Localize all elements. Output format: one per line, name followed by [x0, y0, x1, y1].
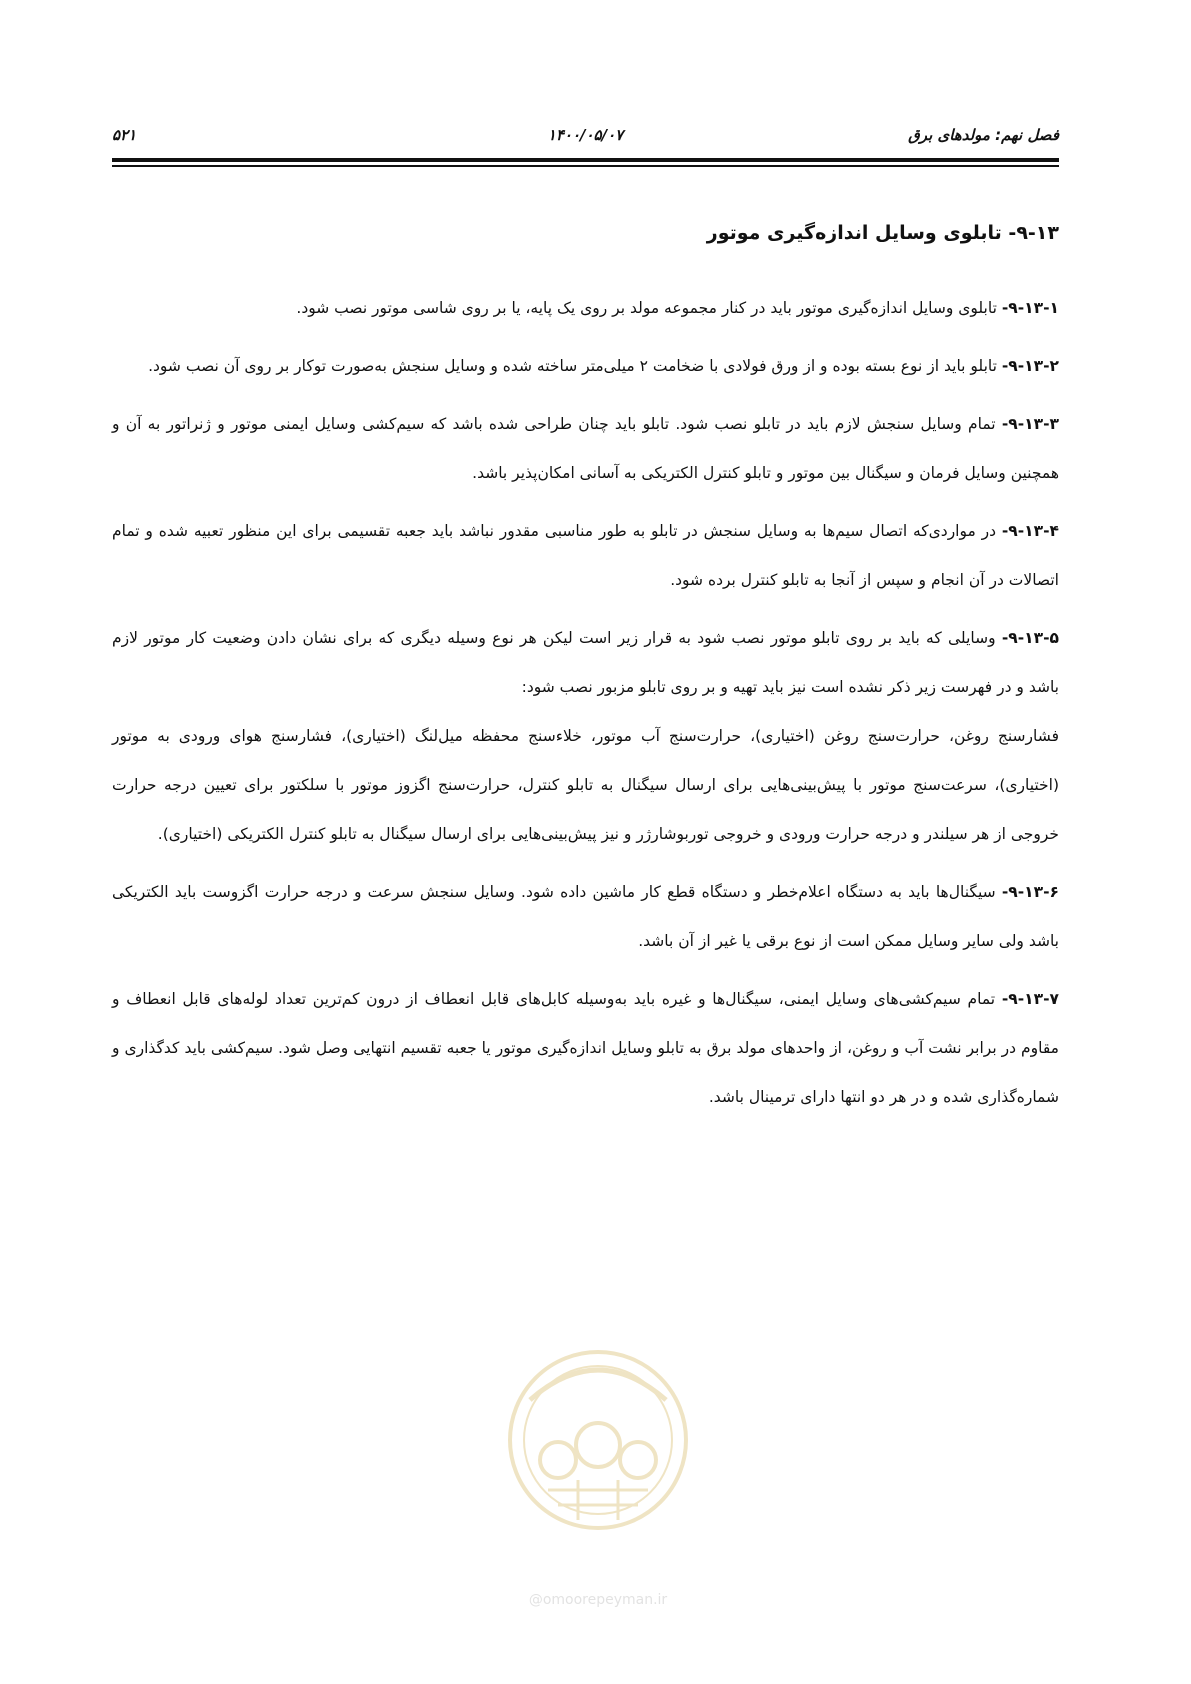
seal-icon: [478, 1330, 718, 1590]
paragraph-number: ۹-۱۳-۷-: [1001, 990, 1059, 1008]
header-date: ۱۴۰۰/۰۵/۰۷: [547, 126, 624, 144]
paragraph-number: ۹-۱۳-۵-: [1001, 629, 1059, 647]
header-rule-thick: [112, 158, 1059, 162]
paragraph-number: ۹-۱۳-۲-: [1001, 357, 1059, 375]
paragraph-text: تابلو باید از نوع بسته بوده و از ورق فولادی با ضخامت ۲ میلی‌متر ساخته شده و وسایل سنجش به‌صورت توکار بر روی آن نصب شود.: [148, 357, 1002, 375]
watermark-site: @omoorepeyman.ir: [528, 1592, 668, 1608]
page-header: [112, 126, 1059, 154]
paragraph-6: [112, 868, 1059, 966]
watermark-logo: [478, 1330, 718, 1610]
chapter-title: فصل نهم: مولدهای برق: [908, 126, 1059, 144]
paragraph-4: [112, 507, 1059, 605]
paragraph-text: در مواردی‌که اتصال سیم‌ها به وسایل سنجش در تابلو به طور مناسبی مقدور نباشد باید جعبه تقسیمی برای این منظور تعبیه شده و تمام اتصالات در آن انجام و سپس از آنجا به تابلو کنترل برده شود.: [112, 522, 1059, 589]
page-content: [112, 218, 1059, 1131]
paragraph-1: [112, 284, 1059, 333]
paragraph-3: [112, 400, 1059, 498]
section-title: ۹-۱۳- تابلوی وسایل اندازه‌گیری موتور: [706, 222, 1059, 244]
paragraph-number: ۹-۱۳-۴-: [1001, 522, 1059, 540]
paragraph-text: سیگنال‌ها باید به دستگاه اعلام‌خطر و دستگاه قطع کار ماشین داده شود. وسایل سنجش سرعت و درجه حرارت اگزوست باید الکتریکی باشد ولی سایر وسایل ممکن است از نوع برقی یا غیر از آن باشد.: [112, 883, 1059, 950]
paragraph-text: تابلوی وسایل اندازه‌گیری موتور باید در کنار مجموعه مولد بر روی یک پایه، یا بر روی شاسی موتور نصب شود.: [296, 299, 1002, 317]
paragraph-2: [112, 342, 1059, 391]
paragraph-text: فشارسنج روغن، حرارت‌سنج روغن (اختیاری)، حرارت‌سنج آب موتور، خلاءسنج محفظه میل‌لنگ (اختیاری)، فشارسنج هوای ورودی به موتور (اختیاری)، سرعت‌سنج موتور با پیش‌بینی‌هایی برای ارسال سیگنال به تابلو کنترل، حرارت‌سنج اگزوز موتور با سلکتور برای تعیین درجه حرارت خروجی از هر سیلندر و درجه حرارت ورودی و خروجی توربوشارژر و نیز پیش‌بینی‌هایی برای ارسال سیگنال به تابلو کنترل الکتریکی (اختیاری).: [112, 727, 1059, 843]
paragraph-text: تمام سیم‌کشی‌های وسایل ایمنی، سیگنال‌ها و غیره باید به‌وسیله کابل‌های قابل انعطاف از درون کم‌ترین تعداد لوله‌های قابل انعطاف و مقاوم در برابر نشت آب و روغن، از واحدهای مولد برق به تابلو وسایل اندازه‌گیری موتور یا جعبه تقسیم انتهایی وصل شود. سیم‌کشی باید کدگذاری و شماره‌گذاری شده و در هر دو انتها دارای ترمینال باشد.: [112, 990, 1059, 1106]
paragraph-text: وسایلی که باید بر روی تابلو موتور نصب شود به قرار زیر است لیکن هر نوع وسیله دیگری که برای نشان دادن وضعیت کار موتور لازم باشد و در فهرست زیر ذکر نشده است نیز باید تهیه و بر روی تابلو مزبور نصب شود:: [112, 629, 1059, 696]
header-rule-thin: [112, 165, 1059, 167]
paragraph-number: ۹-۱۳-۶-: [1001, 883, 1059, 901]
paragraph-number: ۹-۱۳-۳-: [1001, 415, 1059, 433]
paragraph-5-list: [112, 712, 1059, 859]
paragraph-7: [112, 975, 1059, 1122]
paragraph-number: ۹-۱۳-۱-: [1001, 299, 1059, 317]
page-number: ۵۲۱: [112, 126, 137, 144]
paragraph-text: تمام وسایل سنجش لازم باید در تابلو نصب شود. تابلو باید چنان طراحی شده باشد که سیم‌کشی وسایل ایمنی موتور و ژنراتور به آن و همچنین وسایل فرمان و سیگنال بین موتور و تابلو کنترل الکتریکی به آسانی امکان‌پذیر باشد.: [112, 415, 1059, 482]
paragraph-5: [112, 614, 1059, 712]
